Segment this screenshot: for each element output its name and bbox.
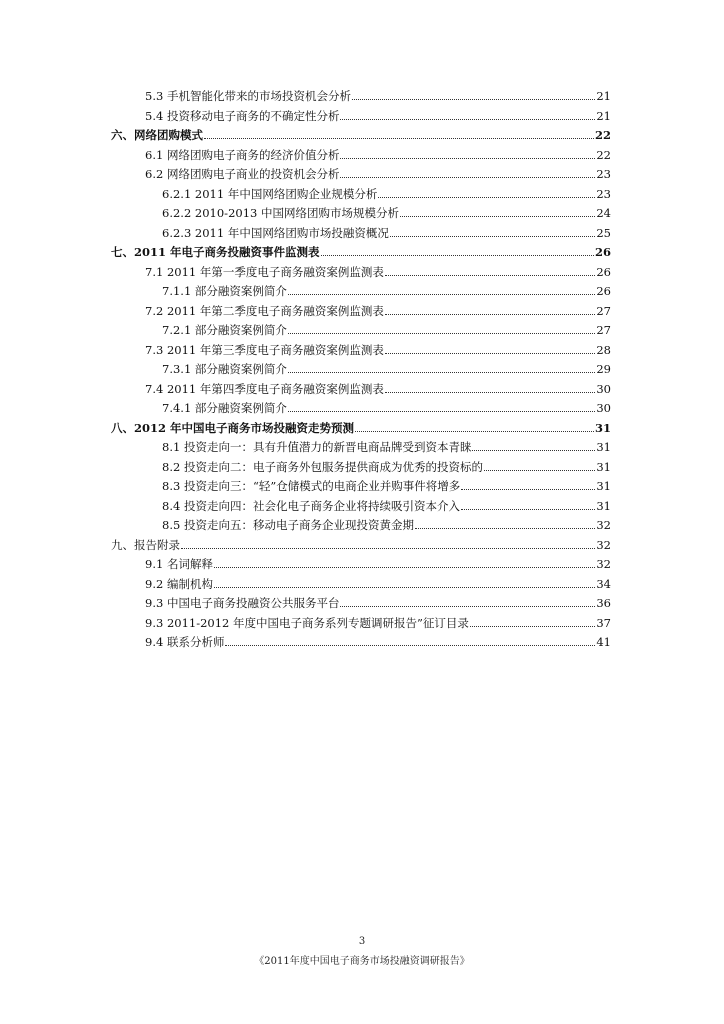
toc-entry-label: 5.4 投资移动电子商务的不确定性分析 xyxy=(145,109,340,123)
toc-entry-page: 41 xyxy=(596,635,611,649)
dot-leader xyxy=(400,216,595,217)
toc-entry-page: 31 xyxy=(596,460,611,474)
dot-leader xyxy=(385,353,595,354)
dot-leader xyxy=(340,158,595,159)
toc-entry-page: 22 xyxy=(596,148,611,162)
toc-chapter[interactable] xyxy=(111,128,611,142)
toc-entry[interactable] xyxy=(145,596,611,610)
toc-entry-page: 30 xyxy=(596,382,611,396)
dot-leader xyxy=(352,99,595,100)
toc-subentry[interactable] xyxy=(162,206,611,220)
dot-leader xyxy=(378,197,595,198)
toc-entry-page: 31 xyxy=(594,421,611,435)
dot-leader xyxy=(340,119,595,120)
toc-entry-label: 九、报告附录 xyxy=(111,538,180,552)
toc-entry-label: 8.4 投资走向四：社会化电子商务企业将持续吸引资本介入 xyxy=(162,499,460,513)
dot-leader xyxy=(204,138,594,139)
toc-subentry[interactable] xyxy=(162,362,611,376)
toc-entry-label: 8.5 投资走向五：移动电子商务企业现投资黄金期 xyxy=(162,518,414,532)
toc-subentry[interactable] xyxy=(162,187,611,201)
toc-entry-page: 37 xyxy=(596,616,611,630)
toc-entry[interactable] xyxy=(145,167,611,181)
toc-entry-page: 23 xyxy=(596,187,611,201)
toc-entry-label: 9.1 名词解释 xyxy=(145,557,213,571)
toc-subentry[interactable] xyxy=(162,226,611,240)
toc-entry-page: 32 xyxy=(596,538,611,552)
toc-entry-page: 26 xyxy=(596,265,611,279)
dot-leader xyxy=(321,255,594,256)
toc-entry[interactable] xyxy=(145,89,611,103)
toc-entry-label: 6.2.2 2010-2013 中国网络团购市场规模分析 xyxy=(162,206,399,220)
toc-entry[interactable] xyxy=(145,635,611,649)
toc-entry-page: 21 xyxy=(596,109,611,123)
toc-subentry[interactable] xyxy=(162,323,611,337)
dot-leader xyxy=(288,294,595,295)
toc-entry-label: 7.2.1 部分融资案例简介 xyxy=(162,323,287,337)
toc-entry[interactable] xyxy=(145,109,611,123)
dot-leader xyxy=(214,587,595,588)
toc-chapter[interactable] xyxy=(111,421,611,435)
toc-entry-label: 6.2 网络团购电子商业的投资机会分析 xyxy=(145,167,340,181)
toc-entry-label: 6.2.1 2011 年中国网络团购企业规模分析 xyxy=(162,187,378,201)
toc-entry-label: 8.2 投资走向二：电子商务外包服务提供商成为优秀的投资标的 xyxy=(162,460,483,474)
dot-leader xyxy=(340,606,595,607)
toc-entry-page: 30 xyxy=(596,401,611,415)
toc-entry-label: 7.3 2011 年第三季度电子商务融资案例监测表 xyxy=(145,343,384,357)
toc-entry-page: 32 xyxy=(596,557,611,571)
dot-leader xyxy=(385,392,595,393)
toc-subentry[interactable] xyxy=(162,401,611,415)
report-title-footer: 《2011年度中国电子商务市场投融资调研报告》 xyxy=(254,956,470,967)
toc-entry[interactable] xyxy=(145,148,611,162)
toc-entry-page: 25 xyxy=(596,226,611,240)
dot-leader xyxy=(385,275,595,276)
toc-subentry[interactable] xyxy=(162,479,611,493)
dot-leader xyxy=(181,548,595,549)
dot-leader xyxy=(461,489,595,490)
toc-entry-page: 34 xyxy=(596,577,611,591)
toc-entry-label: 7.4 2011 年第四季度电子商务融资案例监测表 xyxy=(145,382,384,396)
toc-entry[interactable] xyxy=(145,304,611,318)
dot-leader xyxy=(472,450,595,451)
toc-subentry[interactable] xyxy=(162,440,611,454)
dot-leader xyxy=(288,372,595,373)
toc-entry-page: 21 xyxy=(596,89,611,103)
toc-entry-page: 29 xyxy=(596,362,611,376)
toc-entry-page: 27 xyxy=(596,323,611,337)
toc-entry-label: 七、2011 年电子商务投融资事件监测表 xyxy=(111,245,320,259)
dot-leader xyxy=(288,333,595,334)
toc-entry[interactable] xyxy=(145,577,611,591)
toc-chapter[interactable] xyxy=(111,538,611,552)
toc-chapter[interactable] xyxy=(111,245,611,259)
toc-entry[interactable] xyxy=(145,557,611,571)
toc-entry-label: 7.3.1 部分融资案例简介 xyxy=(162,362,287,376)
toc-entry-page: 27 xyxy=(596,304,611,318)
toc-subentry[interactable] xyxy=(162,460,611,474)
dot-leader xyxy=(484,470,595,471)
dot-leader xyxy=(225,645,595,646)
toc-entry-label: 6.1 网络团购电子商务的经济价值分析 xyxy=(145,148,340,162)
toc-entry-page: 32 xyxy=(596,518,611,532)
toc-subentry[interactable] xyxy=(162,499,611,513)
toc-entry-label: 7.1 2011 年第一季度电子商务融资案例监测表 xyxy=(145,265,384,279)
dot-leader xyxy=(470,626,595,627)
toc-entry[interactable] xyxy=(145,265,611,279)
page-number: 3 xyxy=(358,936,366,947)
toc-entry-page: 31 xyxy=(596,440,611,454)
toc-entry-label: 9.2 编制机构 xyxy=(145,577,213,591)
toc-entry-label: 8.1 投资走向一：具有升值潜力的新晋电商品牌受到资本青睐 xyxy=(162,440,472,454)
dot-leader xyxy=(415,528,595,529)
toc-entry-label: 六、网络团购模式 xyxy=(111,128,203,142)
toc-entry-label: 7.4.1 部分融资案例简介 xyxy=(162,401,287,415)
toc-entry-label: 9.4 联系分析师 xyxy=(145,635,225,649)
toc-entry-label: 7.2 2011 年第二季度电子商务融资案例监测表 xyxy=(145,304,384,318)
toc-entry-page: 31 xyxy=(596,499,611,513)
toc-subentry[interactable] xyxy=(162,518,611,532)
toc-entry-page: 22 xyxy=(594,128,611,142)
toc-entry[interactable] xyxy=(145,616,611,630)
toc-entry-label: 5.3 手机智能化带来的市场投资机会分析 xyxy=(145,89,351,103)
dot-leader xyxy=(340,177,595,178)
toc-entry-label: 8.3 投资走向三：“轻”仓储模式的电商企业并购事件将增多 xyxy=(162,479,461,493)
dot-leader xyxy=(385,314,595,315)
toc-entry[interactable] xyxy=(145,382,611,396)
toc-subentry[interactable] xyxy=(162,284,611,298)
toc-entry-page: 26 xyxy=(594,245,611,259)
toc-entry[interactable] xyxy=(145,343,611,357)
toc-entry-label: 6.2.3 2011 年中国网络团购市场投融资概况 xyxy=(162,226,389,240)
toc-entry-label: 9.3 中国电子商务投融资公共服务平台 xyxy=(145,596,340,610)
toc-entry-page: 28 xyxy=(596,343,611,357)
dot-leader xyxy=(355,431,594,432)
toc-entry-page: 24 xyxy=(596,206,611,220)
toc-entry-page: 26 xyxy=(596,284,611,298)
toc-entry-label: 八、2012 年中国电子商务市场投融资走势预测 xyxy=(111,421,355,435)
toc-entry-label: 9.3 2011-2012 年度中国电子商务系列专题调研报告”征订目录 xyxy=(145,616,469,630)
dot-leader xyxy=(461,509,595,510)
dot-leader xyxy=(214,567,595,568)
dot-leader xyxy=(390,236,596,237)
toc-entry-page: 23 xyxy=(596,167,611,181)
dot-leader xyxy=(288,411,595,412)
toc-entry-page: 31 xyxy=(596,479,611,493)
toc-entry-label: 7.1.1 部分融资案例简介 xyxy=(162,284,287,298)
toc-entry-page: 36 xyxy=(596,596,611,610)
